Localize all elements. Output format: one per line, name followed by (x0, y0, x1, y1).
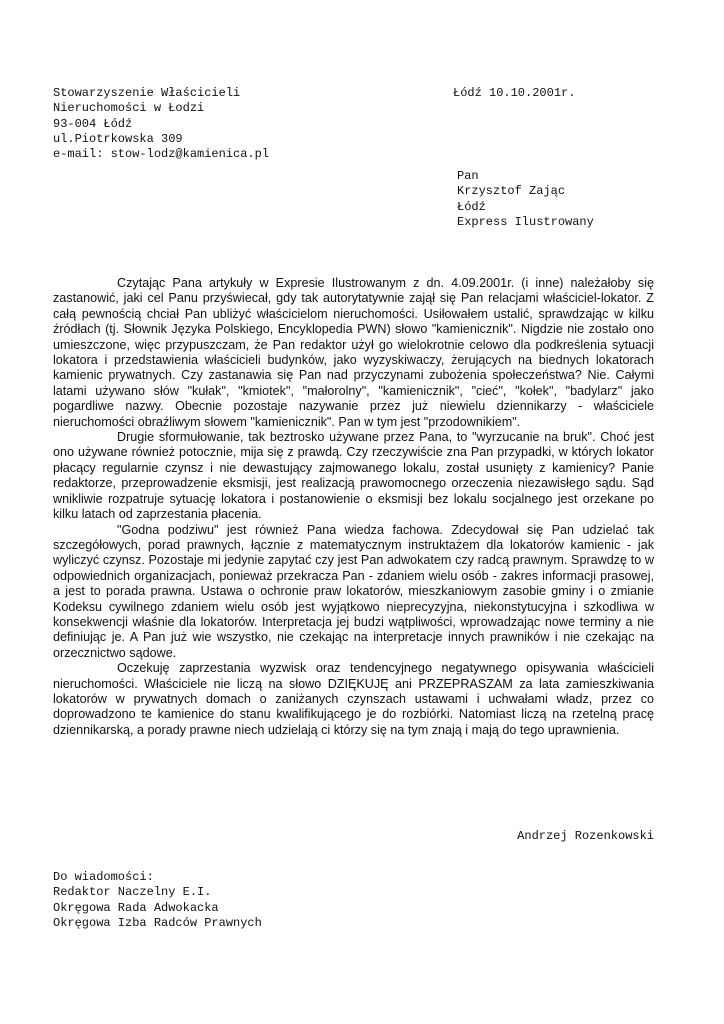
sender-address (53, 86, 269, 162)
sender-line: 93-004 Łódź (53, 116, 133, 131)
cc-list (53, 870, 262, 931)
cc-heading: Do wiadomości: (53, 870, 154, 884)
body-paragraph: Drugie sformułowanie, tak beztrosko używane przez Pana, to "wyrzucanie na bruk". Choć jest ono używane również potocznie, mija się z prawdą. Czy rzeczywiście zna Pan przypadki, w których lokator płacący regularnie czynsz i nie dewastujący zajmowanego lokalu, został usunięty z kamienicy? Panie redaktorze, przeprowadzenie eksmisji, jest realizacją prawomocnego orzeczenia niezawisłego sądu. Sąd wnikliwie rozpatruje sytuację lokatora i postanowienie o eksmisji bez lokalu socjalnego jest orzekane po kilku latach od zaprzestania płacenia. (53, 430, 654, 522)
sender-email: e-mail: stow-lodz@kamienica.pl (53, 147, 270, 162)
recipient-line: Łódź (457, 199, 486, 214)
sender-line: ul.Piotrkowska 309 (53, 131, 183, 146)
recipient-line: Krzysztof Zając (457, 184, 566, 199)
sender-line: Stowarzyszenie Właścicieli (53, 86, 241, 100)
cc-line: Okręgowa Izba Radców Prawnych (53, 915, 262, 930)
recipient-address (457, 169, 594, 230)
recipient-line: Pan (457, 169, 479, 183)
cc-line: Redaktor Naczelny E.I. (53, 885, 212, 900)
body-paragraph: Czytając Pana artykuły w Expresie Ilustrowanym z dn. 4.09.2001r. (i inne) należałoby się zastanowić, jaki cel Panu przyświecał, gdy tak autorytatywnie zajął się Pan relacjami właściciel-lokator. Z całą pewnością chciał Pan ubliżyć właścicielom nieruchomości. Usiłowałem ustalić, sprawdzając w kilku źródłach (tj. Słownik Języka Polskiego, Encyklopedia PWN) słowo "kamienicznik". Nigdzie nie zostało ono umieszczone, więc przypuszczam, że Pan redaktor użył go wielokrotnie celowo dla podkreślenia sytuacji lokatora i przedstawienia właścicieli budynków, jako wyzyskiwaczy, żerujących na biednych lokatorach kamienic prywatnych. Czy zastanawia się Pan nad przyczynami zubożenia społeczeństwa? Nie. Całymi latami używano słów "kułak", "kmiotek", "małorolny", "kamienicznik", "cieć", "kołek", "badylarz" jako pogardliwe nazwy. Obecnie pozostaje nazywanie przez już niewielu dziennikarzy - właściciele nieruchomości obraźliwym słowem "kamienicznik". Pan w tym jest "przodownikiem". (53, 276, 654, 429)
recipient-line: Express Ilustrowany (457, 214, 594, 229)
sender-line: Nieruchomości w Łodzi (53, 101, 205, 116)
letter-date: Łódź 10.10.2001r. (453, 86, 576, 100)
signature: Andrzej Rozenkowski (517, 829, 654, 843)
body-paragraph: "Godna podziwu" jest również Pana wiedza fachowa. Zdecydował się Pan udzielać tak szczegółowych, porad prawnych, łącznie z matematycznym instruktażem dla lokatorów kamienic - jak wyliczyć czynsz. Pozostaje mi jedynie zapytać czy jest Pan adwokatem czy radcą prawnym. Sprawdzę to w odpowiednich organizacjach, ponieważ przekracza Pan - zdaniem wielu osób - zakres informacji prasowej, a jest to porada prawna. Ustawa o ochronie praw lokatorów, mieszkaniowym zasobie gminy i o zmianie Kodeksu cywilnego zdaniem wielu osób jest wyjątkowo nieprecyzyjna, niekonstytucyjna i szkodliwa w konsekwencji właśnie dla lokatorów. Interpretacja jej budzi wątpliwości, wprowadzając nowe terminy a nie definiując je. A Pan już wie wszystko, nie czekając na interpretacje innych prawników i nie czekając na orzecznictwo sądowe. (53, 522, 654, 660)
cc-line: Okręgowa Rada Adwokacka (53, 900, 219, 915)
letter-body (53, 276, 654, 738)
body-paragraph: Oczekuję zaprzestania wyzwisk oraz tendencyjnego negatywnego opisywania właścicieli nieruchomości. Właściciele nie liczą na słowo DZIĘKUJĘ ani PRZEPRASZAM za lata zamieszkiwania lokatorów w prywatnych domach o zaniżanych czynszach ustawami i uchwałami władz, przez co doprowadzono te kamienice do stanu kwalifikującego je do rozbiórki. Natomiast liczą na rzetelną pracę dziennikarską, a porady prawne niech udzielają ci którzy się na tym znają i mają do tego uprawnienia. (53, 661, 654, 737)
